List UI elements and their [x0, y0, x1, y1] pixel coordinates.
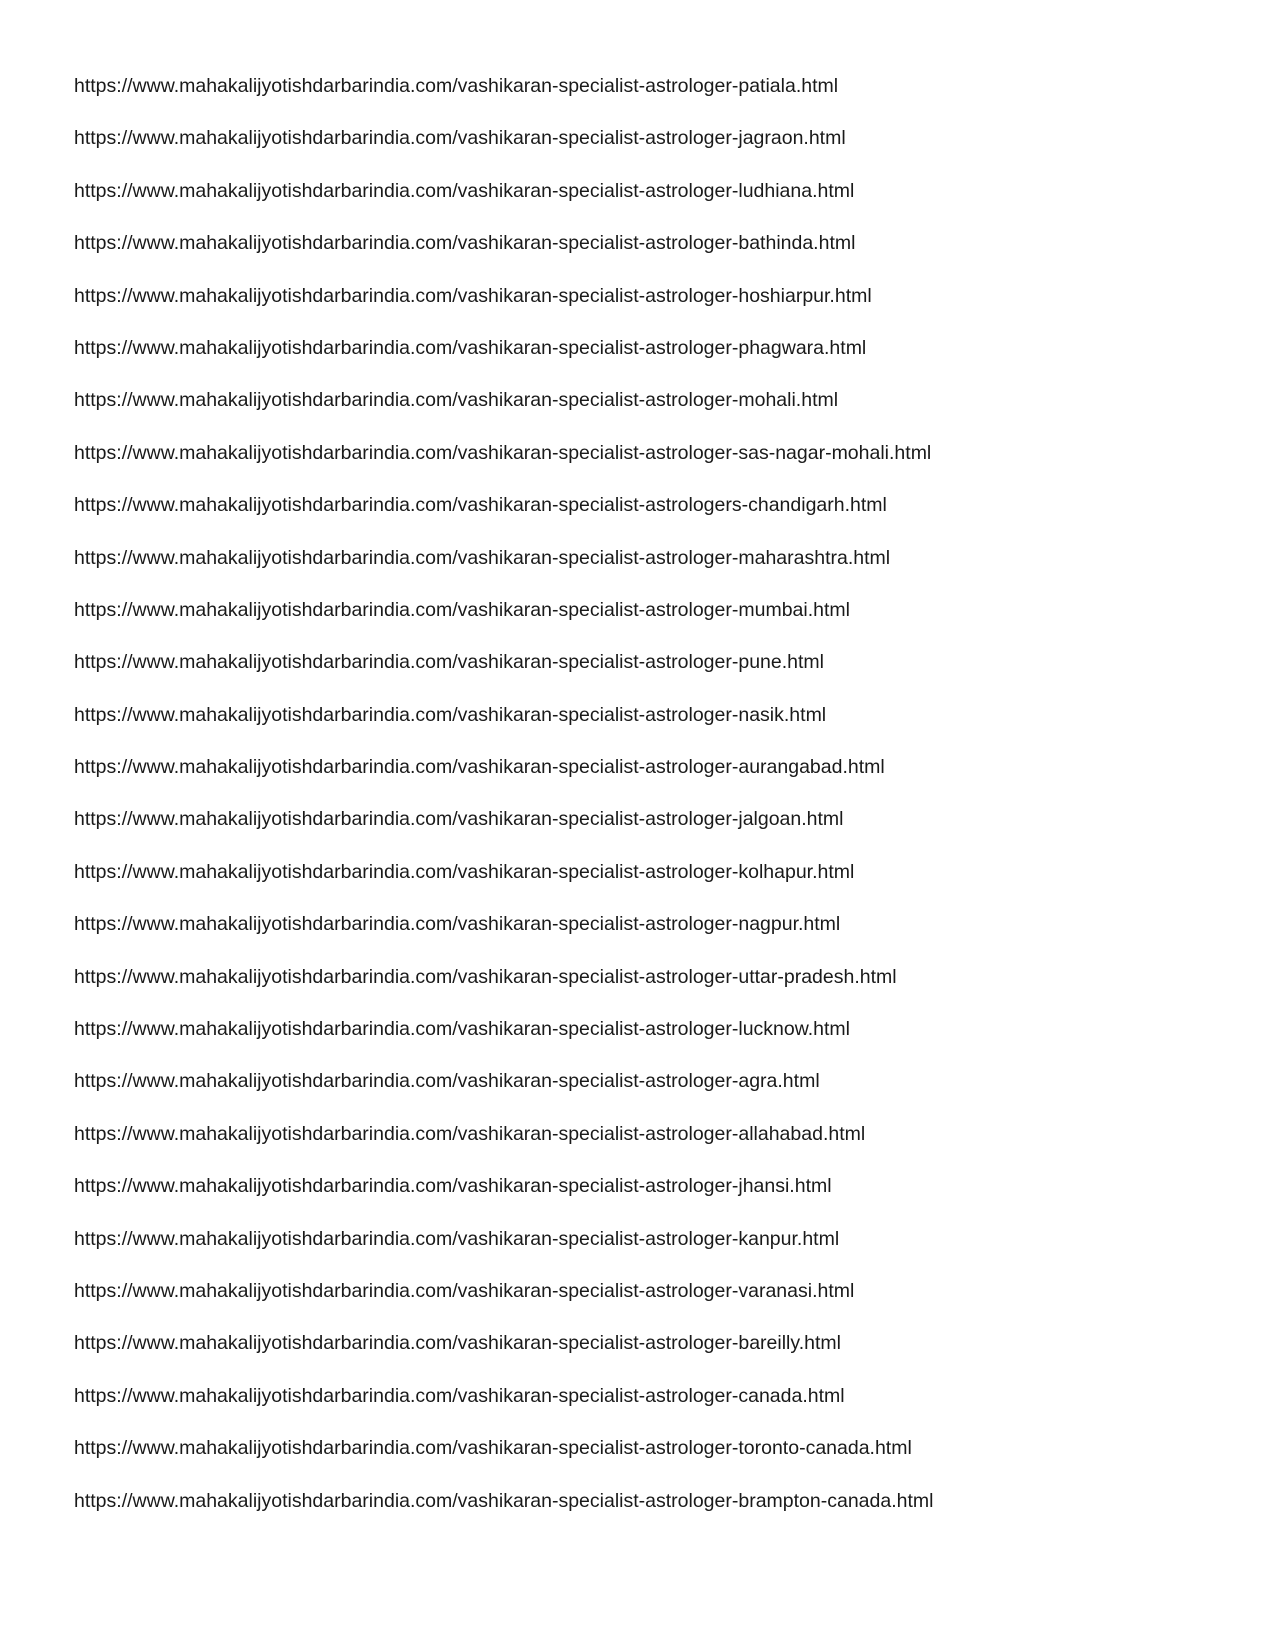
url-item-varanasi: https://www.mahakalijyotishdarbarindia.com/vashikaran-specialist-astrologer-varanasi.html	[74, 1279, 855, 1302]
url-item-agra: https://www.mahakalijyotishdarbarindia.com/vashikaran-specialist-astrologer-agra.html	[74, 1070, 820, 1093]
url-item-pune: https://www.mahakalijyotishdarbarindia.com/vashikaran-specialist-astrologer-pune.html	[74, 651, 824, 674]
url-item-aurangabad: https://www.mahakalijyotishdarbarindia.com/vashikaran-specialist-astrologer-aurangabad.html	[74, 756, 885, 779]
url-item-canada: https://www.mahakalijyotishdarbarindia.com/vashikaran-specialist-astrologer-canada.html	[74, 1384, 845, 1407]
url-item-toronto-canada: https://www.mahakalijyotishdarbarindia.com/vashikaran-specialist-astrologer-toronto-canada.html	[74, 1437, 912, 1460]
url-item-brampton-canada: https://www.mahakalijyotishdarbarindia.com/vashikaran-specialist-astrologer-brampton-canada.html	[74, 1489, 934, 1512]
url-item-bathinda: https://www.mahakalijyotishdarbarindia.com/vashikaran-specialist-astrologer-bathinda.html	[74, 232, 856, 255]
url-item-patiala: https://www.mahakalijyotishdarbarindia.com/vashikaran-specialist-astrologer-patiala.html	[74, 75, 839, 97]
url-item-jhansi: https://www.mahakalijyotishdarbarindia.com/vashikaran-specialist-astrologer-jhansi.html	[74, 1175, 832, 1198]
url-item-chandigarh: https://www.mahakalijyotishdarbarindia.com/vashikaran-specialist-astrologers-chandigarh.html	[74, 494, 887, 517]
url-item-kolhapur: https://www.mahakalijyotishdarbarindia.com/vashikaran-specialist-astrologer-kolhapur.html	[74, 860, 855, 883]
url-item-jalgoan: https://www.mahakalijyotishdarbarindia.com/vashikaran-specialist-astrologer-jalgoan.html	[74, 808, 844, 831]
url-item-nagpur: https://www.mahakalijyotishdarbarindia.com/vashikaran-specialist-astrologer-nagpur.html	[74, 913, 841, 936]
url-list	[74, 73, 1224, 1540]
url-item-nasik: https://www.mahakalijyotishdarbarindia.com/vashikaran-specialist-astrologer-nasik.html	[74, 703, 827, 726]
url-item-lucknow: https://www.mahakalijyotishdarbarindia.com/vashikaran-specialist-astrologer-lucknow.html	[74, 1018, 850, 1041]
url-item-jagraon: https://www.mahakalijyotishdarbarindia.com/vashikaran-specialist-astrologer-jagraon.html	[74, 127, 846, 150]
url-item-mohali: https://www.mahakalijyotishdarbarindia.com/vashikaran-specialist-astrologer-mohali.html	[74, 389, 839, 412]
url-item-sas-nagar-mohali: https://www.mahakalijyotishdarbarindia.com/vashikaran-specialist-astrologer-sas-nagar-mohali.html	[74, 441, 932, 464]
url-item-bareilly: https://www.mahakalijyotishdarbarindia.com/vashikaran-specialist-astrologer-bareilly.html	[74, 1332, 841, 1355]
url-item-uttar-pradesh: https://www.mahakalijyotishdarbarindia.com/vashikaran-specialist-astrologer-uttar-pradesh.html	[74, 965, 897, 988]
url-item-maharashtra: https://www.mahakalijyotishdarbarindia.com/vashikaran-specialist-astrologer-maharashtra.html	[74, 546, 891, 569]
url-item-hoshiarpur: https://www.mahakalijyotishdarbarindia.com/vashikaran-specialist-astrologer-hoshiarpur.html	[74, 284, 872, 307]
url-item-allahabad: https://www.mahakalijyotishdarbarindia.com/vashikaran-specialist-astrologer-allahabad.html	[74, 1122, 866, 1145]
url-item-phagwara: https://www.mahakalijyotishdarbarindia.com/vashikaran-specialist-astrologer-phagwara.html	[74, 336, 867, 359]
url-item-ludhiana: https://www.mahakalijyotishdarbarindia.com/vashikaran-specialist-astrologer-ludhiana.html	[74, 179, 855, 202]
url-item-mumbai: https://www.mahakalijyotishdarbarindia.com/vashikaran-specialist-astrologer-mumbai.html	[74, 598, 850, 621]
url-item-kanpur: https://www.mahakalijyotishdarbarindia.com/vashikaran-specialist-astrologer-kanpur.html	[74, 1227, 840, 1250]
